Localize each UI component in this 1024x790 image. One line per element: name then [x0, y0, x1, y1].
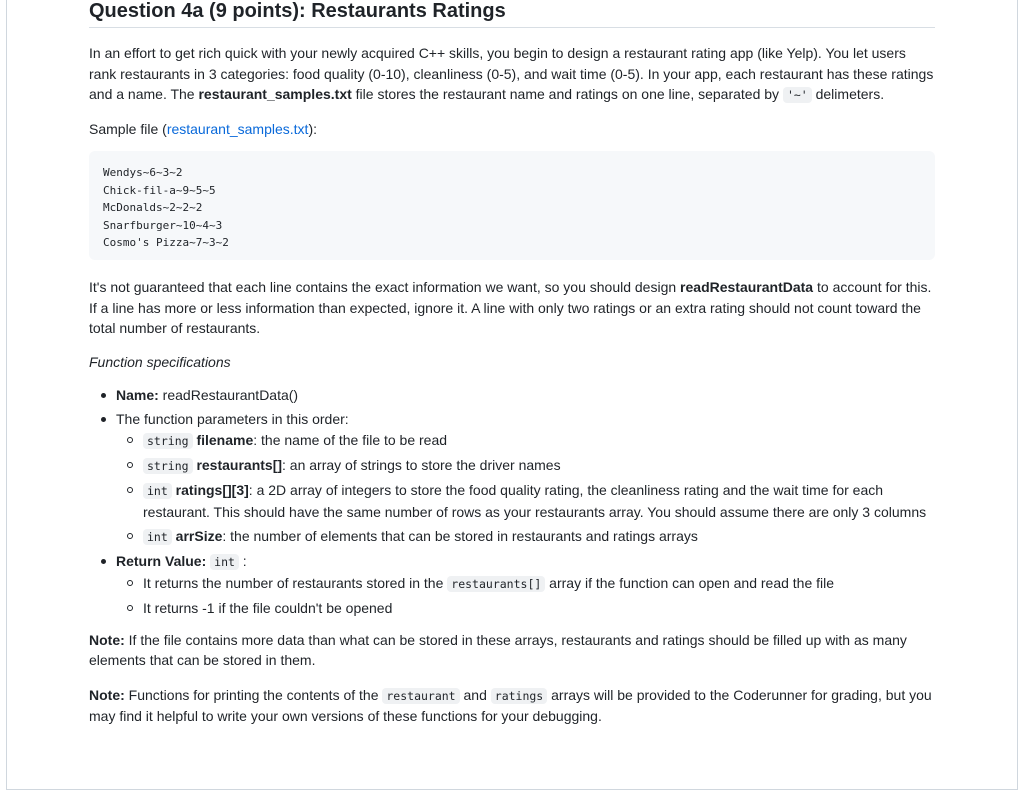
code-line: Snarfburger~10~4~3 [103, 218, 223, 232]
delimiter-code: '~' [783, 87, 812, 103]
note-printing: Note: Functions for printing the contents of the restaurant and ratings arrays will be provided to the Coderunner for grading, but you may find it helpful to write your own versions of these functions for your debugging. [89, 686, 932, 724]
intro-paragraph: In an effort to get rich quick with your newly acquired C++ skills, you begin to design a restaurant rating app (like Yelp). You let users rank restaurants in 3 categories: food quality (0-10), cleanliness (0-5), and wait time (0-5). In your app, each restaurant has these ratings and a name. The restaurant_samples.txt file stores the restaurant name and ratings on one line, separated by '~' delimeters. [89, 45, 934, 102]
param-item: int ratings[][3]: a 2D array of integers to store the food quality rating, the cleanliness rating and the wait time for each restaurant. This should have the same number of rows as your restaurants array. You should assume there are only 3 columns [116, 480, 935, 522]
function-spec-heading: Function specifications [89, 353, 231, 370]
param-item: string filename: the name of the file to be read [116, 430, 935, 452]
note-capacity: Note: If the file contains more data than what can be stored in these arrays, restaurants and ratings should be filled up with as many elements that can be stored in them. [89, 631, 907, 668]
returns-list [116, 573, 935, 619]
return-item: It returns -1 if the file couldn't be opened [116, 598, 935, 619]
code-line: McDonalds~2~2~2 [103, 201, 203, 214]
params-list [116, 430, 935, 547]
question-content [89, 0, 935, 727]
code-line: Wendys~6~3~2 [103, 166, 183, 179]
sample-file-label: Sample file (restaurant_samples.txt): [89, 120, 317, 137]
code-line: Chick-fil-a~9~5~5 [103, 183, 216, 197]
param-item: string restaurants[]: an array of strings to store the driver names [116, 455, 935, 477]
spec-params-item: The function parameters in this order: string filename: the name of the file to be read string restaurants[]: an array of strings to store the driver names int ratings[][3]: a 2D array of integers to store the food quality rating, the cleanliness rating and the wait time for each restaurant. This should have the same number of rows as your restaurants array. You should assume there are only 3 columns int arrSize: the number of elements that can be stored in restaurants and ratings arrays [89, 409, 935, 548]
requirements-paragraph: It's not guaranteed that each line contains the exact information we want, so you should design readRestaurantData to account for this. If a line has more or less information than expected, ignore it. A line with only two ratings or an extra rating should not count toward the total number of restaurants. [89, 279, 932, 336]
file-name-bold: restaurant_samples.txt [198, 86, 352, 102]
spec-list [89, 385, 935, 619]
spec-return-item: Return Value: int : It returns the number of restaurants stored in the restaurants[] array if the function can open and read the file It returns -1 if the file couldn't be opened [89, 551, 935, 619]
sample-file-code-block [89, 151, 935, 260]
question-title: Question 4a (9 points): Restaurants Ratings [89, 0, 935, 28]
code-line: Cosmo's Pizza~7~3~2 [103, 236, 229, 249]
function-name-bold: readRestaurantData [680, 279, 814, 295]
spec-name-item: Name: readRestaurantData() [89, 385, 935, 406]
sample-file-link[interactable]: restaurant_samples.txt [166, 120, 309, 137]
return-item: It returns the number of restaurants stored in the restaurants[] array if the function can open and read the file [116, 573, 935, 595]
param-item: int arrSize: the number of elements that can be stored in restaurants and ratings arrays [116, 526, 935, 548]
